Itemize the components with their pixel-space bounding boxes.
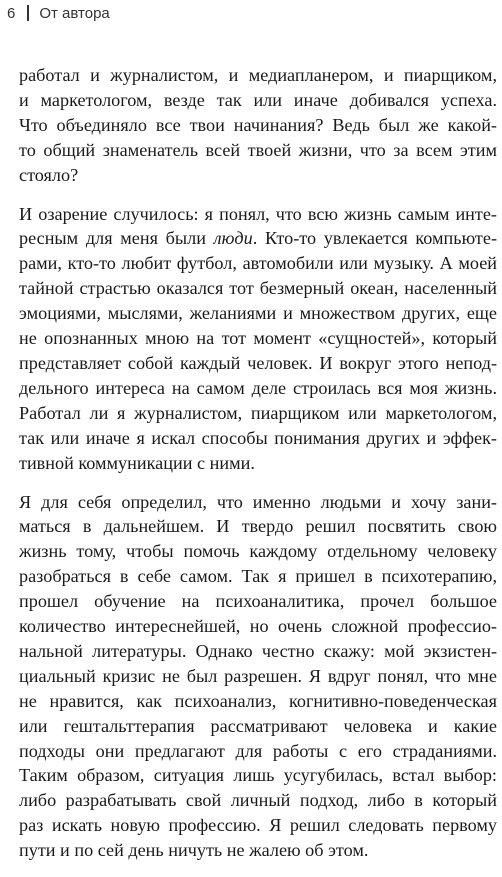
text-line: тивной коммуникации с ними. xyxy=(19,452,255,473)
text-run: . Кто-то увлекается компьюте- xyxy=(252,228,498,249)
text-line xyxy=(19,226,497,251)
text-line: рами, кто-то любит футбол, автомобили или музыку. А моей xyxy=(19,253,497,274)
page-number: 6 xyxy=(7,4,16,22)
text-line: эмоциями, мыслями, желаниями и множеством других, еще xyxy=(19,303,497,324)
section-title: От автора xyxy=(39,4,110,22)
text-line: стояло? xyxy=(19,164,79,185)
text-line: прошел обучение на психоаналитика, прочел большое xyxy=(19,591,497,612)
text-line: раз искать новую профессию. Я решил следовать первому xyxy=(19,815,497,836)
text-line: подходы они предлагают для работы с его страданиями. xyxy=(19,740,497,761)
text-line: Что объединяло все твои начинания? Ведь был же какой- xyxy=(19,114,497,135)
text-line: либо разрабатывать свой личный подход, либо в который xyxy=(19,790,497,811)
text-line: маться в дальнейшем. И твердо решил посвятить свою xyxy=(19,516,497,537)
text-line: представляет собой каждый человек. И вокруг этого непод- xyxy=(19,352,497,373)
text-line: работал и журналистом, и медиапланером, и пиарщиком, xyxy=(19,65,497,85)
paragraph-2 xyxy=(19,202,497,476)
text-line: Таким образом, ситуация лишь усугубилась, встал выбор: xyxy=(19,765,497,786)
text-line: нальной литературы. Однако честно скажу: мой экзистен- xyxy=(19,640,497,661)
text-line: то общий знаменатель всей твоей жизни, что за всем этим xyxy=(19,139,497,160)
running-header xyxy=(7,2,110,24)
text-line: циальный кризис не был разрешен. Я вдруг понял, что мне xyxy=(19,665,497,686)
text-line: И озарение случилось: я понял, что всю жизнь самым инте- xyxy=(19,203,497,224)
emphasis-people: люди xyxy=(213,228,253,249)
text-line: жизнь тому, чтобы помочь каждому отдельному человеку xyxy=(19,541,497,562)
body-text xyxy=(19,63,497,877)
text-line: или гештальттерапия рассматривают человека и какие xyxy=(19,715,497,736)
text-line: пути и по сей день ничуть не жалею об этом. xyxy=(19,840,369,861)
text-run: ресным для меня были xyxy=(19,228,214,249)
text-line: количество интереснейшей, но очень сложной профессио- xyxy=(19,616,497,637)
text-line: Работал ли я журналистом, пиарщиком или маркетологом, xyxy=(19,402,497,423)
paragraph-1 xyxy=(19,63,497,188)
paragraph-3 xyxy=(19,490,497,864)
text-line: тайной страстью оказался тот безмерный океан, населенный xyxy=(19,278,497,299)
text-line: и маркетологом, везде так или иначе добивался успеха. xyxy=(19,89,497,110)
text-line: не опознанных мною на тот момент «сущностей», который xyxy=(19,328,497,349)
text-line: Я для себя определил, что именно людьми и хочу зани- xyxy=(19,491,497,512)
text-line: дельного интереса на самом деле строилась вся моя жизнь. xyxy=(19,377,497,398)
text-line: так или иначе я искал способы понимания других и эффек- xyxy=(19,427,497,448)
text-line: разобраться в себе самом. Так я пришел в психотерапию, xyxy=(19,566,497,587)
header-divider xyxy=(27,5,29,21)
text-line: не нравится, как психоанализ, когнитивно-поведенческая xyxy=(19,690,497,711)
